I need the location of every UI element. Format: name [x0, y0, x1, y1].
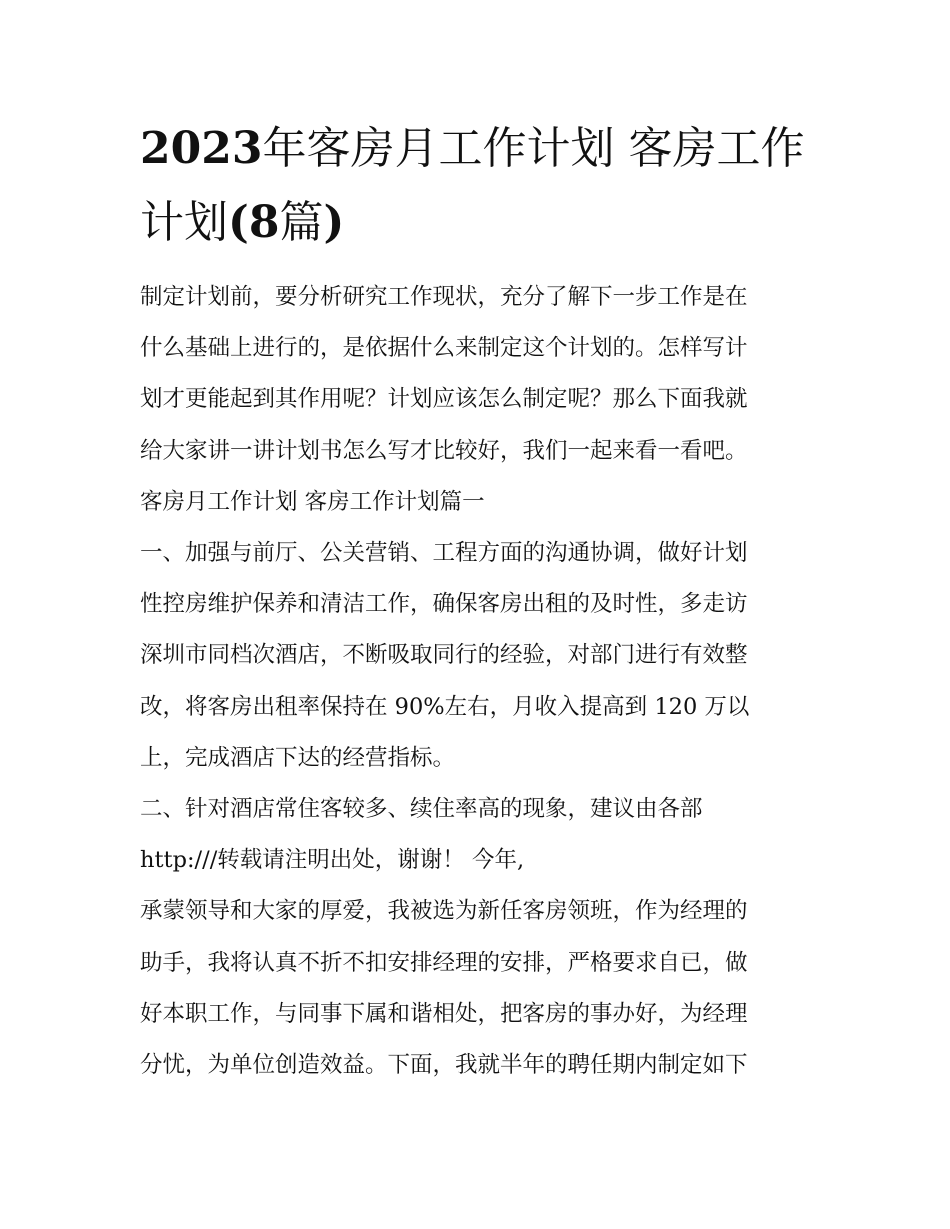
title-count-open: (8 — [228, 197, 280, 248]
title-year: 2023 — [140, 123, 263, 174]
intro-paragraph: 制定计划前，要分析研究工作现状，充分了解下一步工作是在 什么基础上进行的，是依据什么来制定这个计划的。怎样写计 划才更能起到其作用呢？计划应该怎么制定呢？那么下面我就 给大家讲一讲计划书怎么写才比较好，我们一起来看一看吧。 — [140, 284, 748, 464]
title-count-unit: 篇 — [279, 197, 324, 248]
title-count-close: ) — [323, 197, 345, 248]
section-heading: 客房月工作计划 客房工作计划篇一 — [140, 488, 485, 515]
title-main: 年客房月工作计划 客房工作计划 — [140, 123, 805, 248]
document-title — [140, 112, 820, 260]
body-paragraph: 承蒙领导和大家的厚爱，我被选为新任客房领班，作为经理的 助手，我将认真不折不扣安排经理的安排，严格要求自已，做 好本职工作，与同事下属和谐相处，把客房的事办好，为经理 分忧，为单位创造效益。下面，我就半年的聘任期内制定如下 — [140, 898, 748, 1079]
body-paragraph: 一、加强与前厅、公关营销、工程方面的沟通协调，做好计划 性控房维护保养和清洁工作，确保客房出租的及时性，多走访 深圳市同档次酒店，不断吸取同行的经验，对部门进行有效整 改，将客房出租率保持在 90%左右，月收入提高到 120 万以 上，完成酒店下达的经营指标。 — [140, 540, 750, 771]
document-body — [140, 272, 820, 1091]
reprint-notice: http:///转载请注明出处，谢谢！ 今年, — [140, 847, 525, 874]
document-page — [140, 112, 820, 1091]
body-paragraph: 二、针对酒店常住客较多、续住率高的现象，建议由各部 — [140, 796, 703, 823]
